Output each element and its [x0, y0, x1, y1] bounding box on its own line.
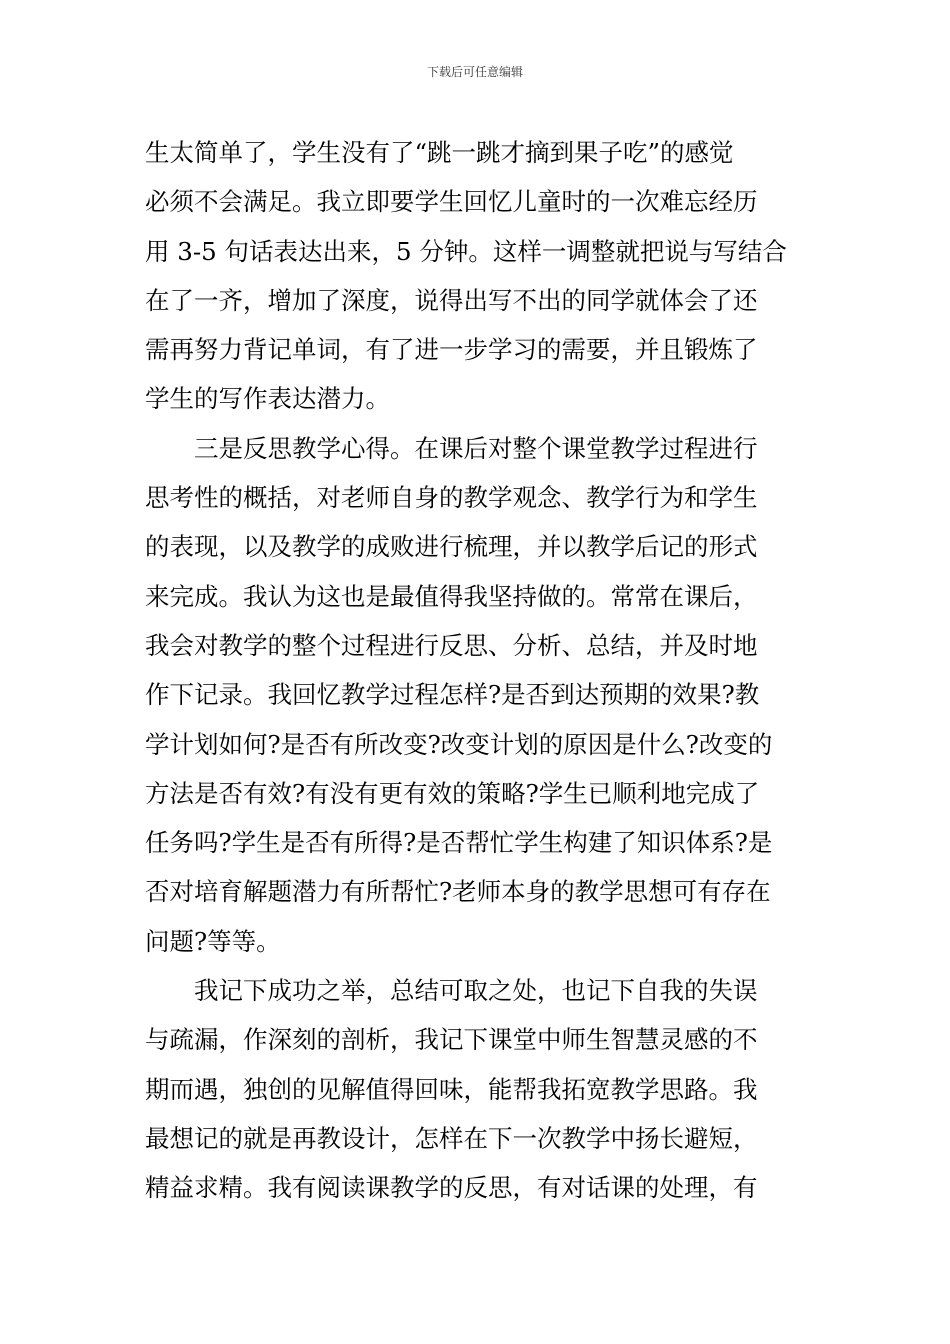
- text-line: 问题?等等。: [145, 926, 281, 956]
- page-header: 下载后可任意编辑: [426, 65, 523, 79]
- text-line: 必须不会满足。我立即要学生回忆儿童时的一次难忘经历: [145, 187, 758, 217]
- text-line: 最想记的就是再教设计，怎样在下一次教学中扬长避短，: [145, 1123, 758, 1153]
- text-line: 来完成。我认为这也是最值得我坚持做的。常常在课后，: [145, 581, 758, 611]
- paragraph-start-line: 三是反思教学心得。在课后对整个课堂教学过程进行: [145, 433, 758, 463]
- text-line: 学生的写作表达潜力。: [145, 384, 390, 414]
- text-line: 思考性的概括，对老师自身的教学观念、教学行为和学生: [145, 483, 758, 513]
- text-line: 学计划如何?是否有所改变?改变计划的原因是什么?改变的: [145, 729, 773, 759]
- text-line: 在了一齐，增加了深度，说得出写不出的同学就体会了还: [145, 285, 758, 315]
- text-line: 否对培育解题潜力有所帮忙?老师本身的教学思想可有存在: [145, 877, 771, 907]
- text-line: 与疏漏，作深刻的剖析，我记下课堂中师生智慧灵感的不: [145, 1025, 758, 1055]
- paragraph-start-line: 我记下成功之举，总结可取之处，也记下自我的失误: [145, 976, 758, 1006]
- text-line: 作下记录。我回忆教学过程怎样?是否到达预期的效果?教: [145, 680, 760, 710]
- text-line: 的表现，以及教学的成败进行梳理，并以教学后记的形式: [145, 532, 758, 562]
- text-line: 生太简单了，学生没有了“跳一跳才摘到果子吃”的感觉: [145, 138, 734, 167]
- text-line: 用 3-5 句话表达出来，5 分钟。这样一调整就把说与写结合: [145, 236, 787, 266]
- document-body: [145, 128, 809, 1213]
- text-line: 精益求精。我有阅读课教学的反思，有对话课的处理，有: [145, 1173, 758, 1203]
- text-line: 方法是否有效?有没有更有效的策略?学生已顺利地完成了: [145, 778, 760, 808]
- text-line: 期而遇，独创的见解值得回味，能帮我拓宽教学思路。我: [145, 1074, 758, 1104]
- text-line: 需再努力背记单词，有了进一步学习的需要，并且锻炼了: [145, 335, 758, 365]
- text-line: 任务吗?学生是否有所得?是否帮忙学生构建了知识体系?是: [145, 828, 773, 858]
- text-line: 我会对教学的整个过程进行反思、分析、总结，并及时地: [145, 630, 758, 660]
